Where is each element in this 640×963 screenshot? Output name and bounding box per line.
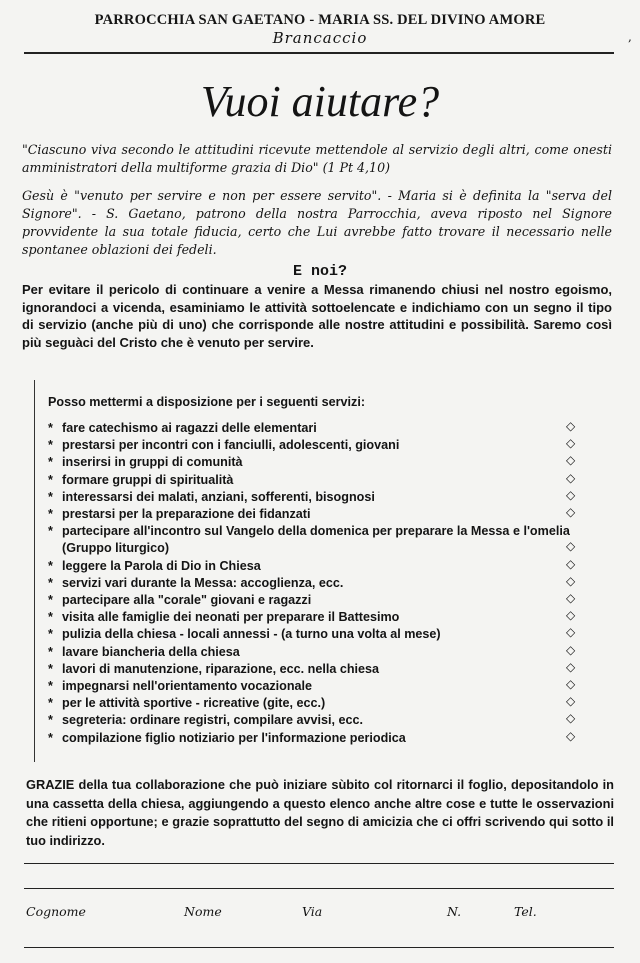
diamond-checkbox-icon[interactable]: ◇ — [566, 539, 576, 554]
diamond-checkbox-icon[interactable]: ◇ — [566, 694, 576, 709]
address-line-1[interactable] — [24, 863, 614, 864]
corner-mark: , — [628, 30, 632, 44]
service-item-label: interessarsi dei malati, anziani, sofferenti, bisognosi — [62, 489, 375, 504]
service-item-label: per le attività sportive - ricreative (gite, ecc.) — [62, 696, 326, 711]
street-label: Via — [302, 904, 323, 919]
service-item-label: partecipare all'incontro sul Vangelo della domenica per preparare la Messa e l'omelia (Gruppo liturgico) — [62, 524, 570, 556]
service-item — [48, 472, 588, 489]
service-item — [48, 506, 588, 523]
service-item-label: pulizia della chiesa - locali annessi - (a turno una volta al mese) — [62, 627, 441, 642]
services-list — [48, 420, 588, 747]
header-rule — [24, 52, 614, 54]
address-line-2[interactable] — [24, 888, 614, 889]
diamond-checkbox-icon[interactable]: ◇ — [566, 711, 576, 726]
service-item-label: inserirsi in gruppi di comunità — [62, 455, 243, 470]
bullet-star: * — [48, 455, 53, 470]
bullet-star: * — [48, 507, 53, 522]
parish-location: Brancaccio — [272, 29, 368, 47]
bullet-star: * — [48, 696, 53, 711]
diamond-checkbox-icon[interactable]: ◇ — [566, 470, 576, 485]
phone-label: Tel. — [514, 904, 537, 919]
service-item — [48, 609, 588, 626]
service-item — [48, 730, 588, 747]
surname-label: Cognome — [26, 904, 86, 919]
page-title: Vuoi aiutare? — [200, 77, 440, 126]
diamond-checkbox-icon[interactable]: ◇ — [566, 487, 576, 502]
parish-name: PARROCCHIA SAN GAETANO - MARIA SS. DEL DIVINO AMORE — [94, 12, 546, 28]
thanks-text: GRAZIE della tua collaborazione che può iniziare sùbito col ritornarci il foglio, depositandolo in una cassetta della chiesa, aggiungendo a questo elenco anche altre cose e tutte le osservazioni che ritieni opportune; e grazie soprattutto del segno di amicizia che ci offri scrivendo qui sotto il tuo indirizzo. — [26, 777, 614, 848]
service-item-label: partecipare alla "corale" giovani e ragazzi — [62, 593, 312, 608]
service-item-label: impegnarsi nell'orientamento vocazionale — [62, 679, 313, 694]
diamond-checkbox-icon[interactable]: ◇ — [566, 436, 576, 451]
service-item — [48, 661, 588, 678]
service-item-label: compilazione figlio notiziario per l'informazione periodica — [62, 730, 406, 745]
bullet-star: * — [48, 679, 53, 694]
diamond-checkbox-icon[interactable]: ◇ — [566, 556, 576, 571]
service-item — [48, 420, 588, 437]
bullet-star: * — [48, 713, 53, 728]
bullet-star: * — [48, 558, 53, 573]
service-item-label: servizi vari durante la Messa: accoglienza, ecc. — [62, 575, 344, 590]
diamond-checkbox-icon[interactable]: ◇ — [566, 505, 576, 520]
call-to-action-text: Per evitare il pericolo di continuare a venire a Messa rimanendo chiusi nel nostro egoismo, ignorandoci a vicenda, esaminiamo le attività sottoelencate e indichiamo con un segno il tipo di servizio (anche più di uno) che corrisponde alle nostre attitudini e possibilità. Saremo così più seguàci del Cristo che è venuto per servire. — [22, 282, 612, 350]
bullet-star: * — [48, 610, 53, 625]
service-item — [48, 678, 588, 695]
service-item — [48, 695, 588, 712]
bullet-star: * — [48, 489, 53, 504]
section-heading: E noi? — [292, 263, 347, 280]
service-item — [48, 644, 588, 661]
service-item-label: segreteria: ordinare registri, compilare avvisi, ecc. — [62, 713, 363, 728]
bullet-star: * — [48, 661, 53, 676]
bullet-star: * — [48, 627, 53, 642]
service-item-label: fare catechismo ai ragazzi delle elementari — [62, 421, 317, 435]
bullet-star: * — [48, 575, 53, 590]
service-item — [48, 437, 588, 454]
diamond-checkbox-icon[interactable]: ◇ — [566, 608, 576, 623]
service-item — [48, 575, 588, 592]
bullet-star: * — [48, 421, 53, 435]
bible-quote: "Ciascuno viva secondo le attitudini ricevute mettendole al servizio degli altri, come onesti amministratori della multiforme grazia di Dio" (1 Pt 4,10) — [22, 142, 612, 175]
services-heading: Posso mettermi a disposizione per i seguenti servizi: — [48, 395, 366, 409]
service-item — [48, 523, 588, 557]
service-item — [48, 626, 588, 643]
service-item-label: lavori di manutenzione, riparazione, ecc. nella chiesa — [62, 661, 380, 676]
bullet-star: * — [48, 644, 53, 659]
bullet-star: * — [48, 524, 53, 539]
diamond-checkbox-icon[interactable]: ◇ — [566, 419, 576, 433]
service-item-label: leggere la Parola di Dio in Chiesa — [62, 558, 261, 573]
diamond-checkbox-icon[interactable]: ◇ — [566, 677, 576, 692]
name-label: Nome — [184, 904, 222, 919]
diamond-checkbox-icon[interactable]: ◇ — [566, 659, 576, 674]
diamond-checkbox-icon[interactable]: ◇ — [566, 573, 576, 588]
service-item — [48, 489, 588, 506]
diamond-checkbox-icon[interactable]: ◇ — [566, 642, 576, 657]
service-item-label: visita alle famiglie dei neonati per preparare il Battesimo — [62, 610, 400, 625]
bullet-star: * — [48, 438, 53, 453]
bullet-star: * — [48, 593, 53, 608]
service-item — [48, 558, 588, 575]
service-item-label: formare gruppi di spiritualità — [62, 472, 234, 487]
number-label: N. — [447, 904, 462, 919]
service-item — [48, 712, 588, 729]
service-item-label: prestarsi per incontri con i fanciulli, adolescenti, giovani — [62, 438, 400, 453]
address-line-3[interactable] — [24, 947, 614, 948]
diamond-checkbox-icon[interactable]: ◇ — [566, 591, 576, 606]
bullet-star: * — [48, 730, 53, 745]
intro-paragraph: Gesù è "venuto per servire e non per essere servito". - Maria si è definita la "serva del Signore". - S. Gaetano, patrono della nostra Parrocchia, aveva riposto nel Signore provvidente la sua totale fiducia, certo che Lui avrebbe fatto trovare il necessario nelle spontanee oblazioni dei fedeli. — [22, 188, 612, 257]
diamond-checkbox-icon[interactable]: ◇ — [566, 625, 576, 640]
service-item-label: lavare biancheria della chiesa — [62, 644, 240, 659]
diamond-checkbox-icon[interactable]: ◇ — [566, 728, 576, 743]
service-item — [48, 454, 588, 471]
bullet-star: * — [48, 472, 53, 487]
diamond-checkbox-icon[interactable]: ◇ — [566, 453, 576, 468]
service-item — [48, 592, 588, 609]
service-item-label: prestarsi per la preparazione dei fidanzati — [62, 507, 311, 522]
